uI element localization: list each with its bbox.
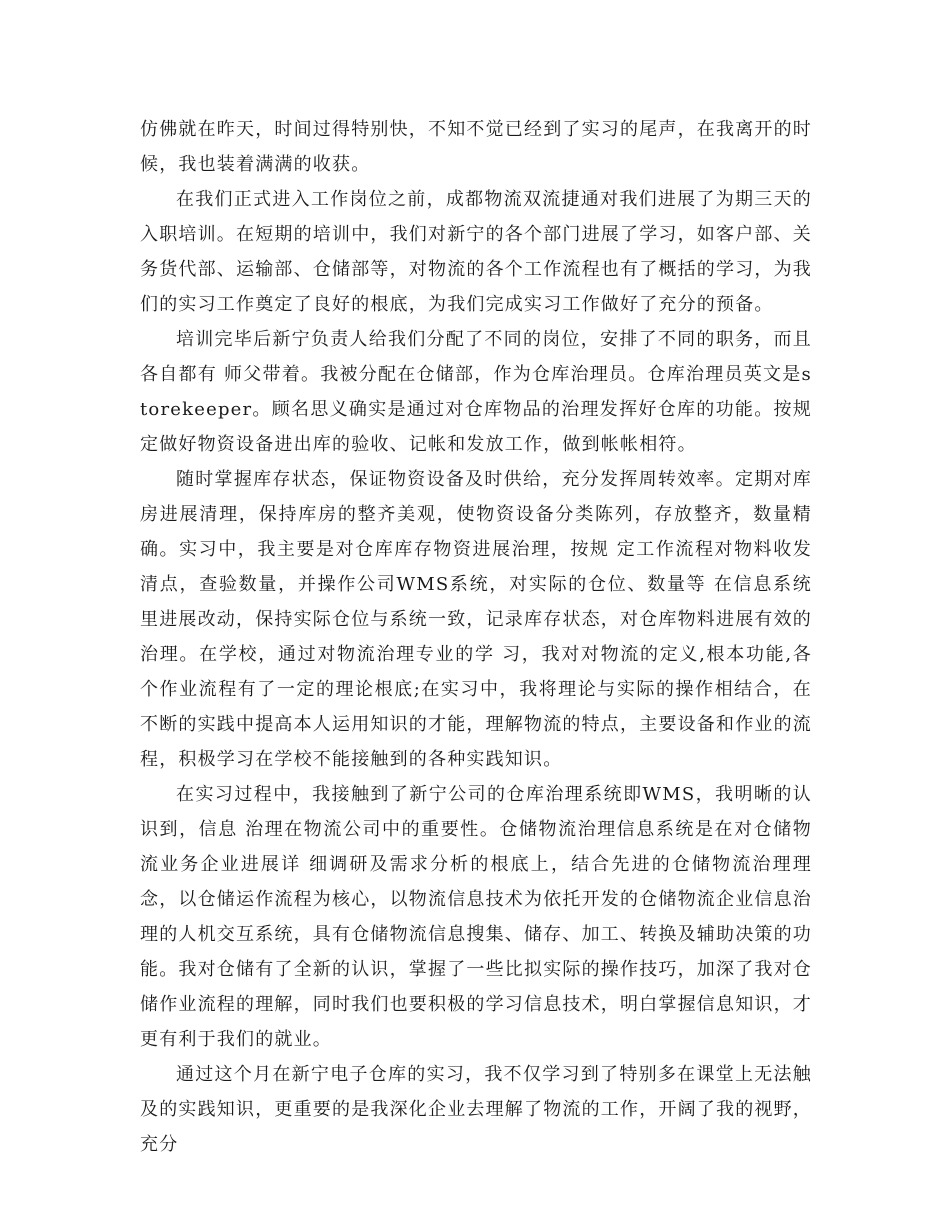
paragraph-onboarding-training: 在我们正式进入工作岗位之前，成都物流双流捷通对我们进展了为期三天的入职培训。在短期的培训中，我们对新宁的各个部门进展了学习，如客户部、关务货代部、运输部、仓储部等，对物流的各个工作流程也有了概括的学习，为我们的实习工作奠定了良好的根底，为我们完成实习工作做好了充分的预备。 — [140, 189, 812, 315]
document-body — [140, 112, 812, 1162]
paragraph-inventory-management: 随时掌握库存状态，保证物资设备及时供给，充分发挥周转效率。定期对库房进展清理，保持库房的整齐美观，使物资设备分类陈列，存放整齐，数量精确。实习中，我主要是对仓库库存物资进展治理，按规 定工作流程对物料收发清点，查验数量，并操作公司WMS系统，对实际的仓位、数量等 在信息系统里进展改动，保持实际仓位与系统一致，记录库存状态，对仓库物料进展有效的治理。在学校，通过对物流治理专业的学 习，我对对物流的定义,根本功能,各个作业流程有了一定的理论根底;在实习中，我将理论与实际的操作相结合，在不断的实践中提高本人运用知识的才能，理解物流的特点，主要设备和作业的流程，积极学习在学校不能接触到的各种实践知识。 — [140, 469, 812, 770]
paragraph-continuation: 仿佛就在昨天，时间过得特别快，不知不觉已经到了实习的尾声，在我离开的时候，我也装着满满的收获。 — [140, 119, 812, 175]
paragraph-job-assignment: 培训完毕后新宁负责人给我们分配了不同的岗位，安排了不同的职务，而且各自都有 师父带着。我被分配在仓储部，作为仓库治理员。仓库治理员英文是storekeeper。顾名思义确实是通过对仓库物品的治理发挥好仓库的功能。按规定做好物资设备进出库的验收、记帐和发放工作，做到帐帐相符。 — [140, 329, 812, 455]
paragraph-internship-summary: 通过这个月在新宁电子仓库的实习，我不仅学习到了特别多在课堂上无法触及的实践知识，更重要的是我深化企业去理解了物流的工作，开阔了我的视野，充分 — [140, 1064, 812, 1155]
paragraph-wms-system: 在实习过程中，我接触到了新宁公司的仓库治理系统即WMS，我明晰的认识到，信息 治理在物流公司中的重要性。仓储物流治理信息系统是在对仓储物流业务企业进展详 细调研及需求分析的根底上，结合先进的仓储物流治理理念，以仓储运作流程为核心，以物流信息技术为依托开发的仓储物流企业信息治理的人机交互系统，具有仓储物流信息搜集、储存、加工、转换及辅助决策的功能。我对仓储有了全新的认识，掌握了一些比拟实际的操作技巧，加深了我对仓储作业流程的理解，同时我们也要积极的学习信息技术，明白掌握信息知识，才更有利于我们的就业。 — [140, 784, 812, 1050]
